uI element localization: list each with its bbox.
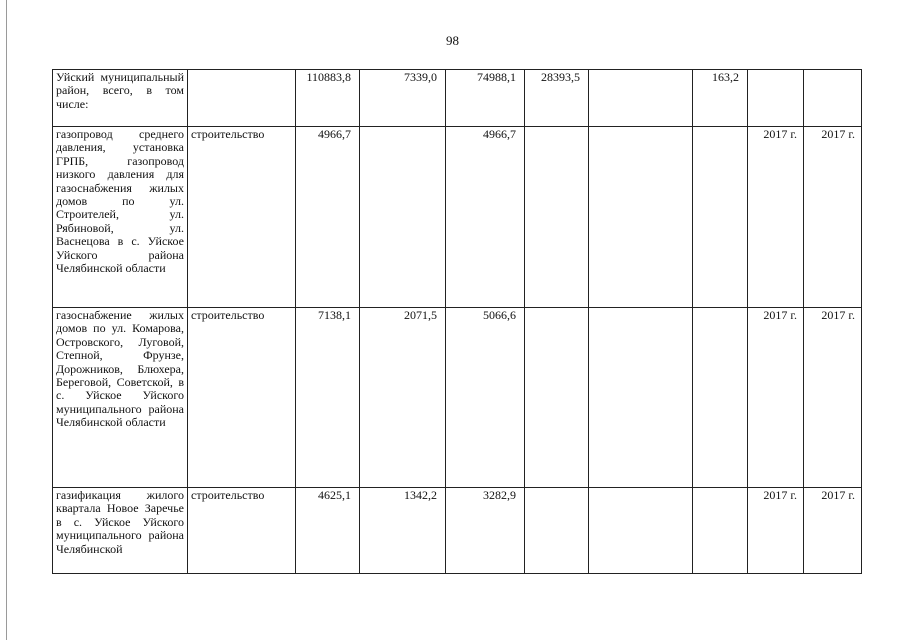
table-row xyxy=(53,308,862,488)
value-cell: 5066,6 xyxy=(446,308,525,488)
table-row xyxy=(53,127,862,308)
value-cell: 1342,2 xyxy=(360,488,446,574)
year-cell xyxy=(748,70,804,127)
row-type-cell xyxy=(188,70,296,127)
year-cell: 2017 г. xyxy=(804,488,862,574)
year-cell: 2017 г. xyxy=(804,308,862,488)
row-name-cell: газопровод среднего давления, установка ГРПБ, газопровод низкого давления для газоснабжения жилых домов по ул. Строителей, ул. Рябиновой, ул. Васнецова в с. Уйское Уйского района Челябинской области xyxy=(53,127,188,308)
value-cell xyxy=(525,488,589,574)
value-cell: 163,2 xyxy=(693,70,748,127)
year-cell: 2017 г. xyxy=(748,127,804,308)
value-cell: 2071,5 xyxy=(360,308,446,488)
financing-table xyxy=(52,69,862,574)
value-cell: 4966,7 xyxy=(296,127,360,308)
year-cell: 2017 г. xyxy=(748,308,804,488)
table-row xyxy=(53,488,862,574)
year-cell: 2017 г. xyxy=(748,488,804,574)
value-cell: 7138,1 xyxy=(296,308,360,488)
value-cell: 7339,0 xyxy=(360,70,446,127)
value-cell xyxy=(693,308,748,488)
value-cell xyxy=(589,308,693,488)
value-cell xyxy=(525,308,589,488)
table-row xyxy=(53,70,862,127)
row-type-cell: строительство xyxy=(188,488,296,574)
row-name-cell: Уйский муниципальный район, всего, в том числе: xyxy=(53,70,188,127)
year-cell: 2017 г. xyxy=(804,127,862,308)
row-name-cell: газоснабжение жилых домов по ул. Комарова, Островского, Луговой, Степной, Фрунзе, Дорожников, Блюхера, Береговой, Советской, в с. Уйское Уйского муниципального района Челябинской области xyxy=(53,308,188,488)
row-type-cell: строительство xyxy=(188,127,296,308)
row-name-cell: газификация жилого квартала Новое Заречье в с. Уйское Уйского муниципального района Челябинской xyxy=(53,488,188,574)
page-left-edge xyxy=(6,0,7,640)
year-cell xyxy=(804,70,862,127)
value-cell xyxy=(589,488,693,574)
value-cell: 74988,1 xyxy=(446,70,525,127)
page-number: 98 xyxy=(446,33,459,48)
value-cell: 110883,8 xyxy=(296,70,360,127)
row-type-cell: строительство xyxy=(188,308,296,488)
value-cell: 3282,9 xyxy=(446,488,525,574)
value-cell xyxy=(360,127,446,308)
value-cell xyxy=(589,127,693,308)
value-cell xyxy=(589,70,693,127)
value-cell xyxy=(693,127,748,308)
value-cell xyxy=(525,127,589,308)
value-cell: 4966,7 xyxy=(446,127,525,308)
value-cell: 4625,1 xyxy=(296,488,360,574)
value-cell: 28393,5 xyxy=(525,70,589,127)
value-cell xyxy=(693,488,748,574)
